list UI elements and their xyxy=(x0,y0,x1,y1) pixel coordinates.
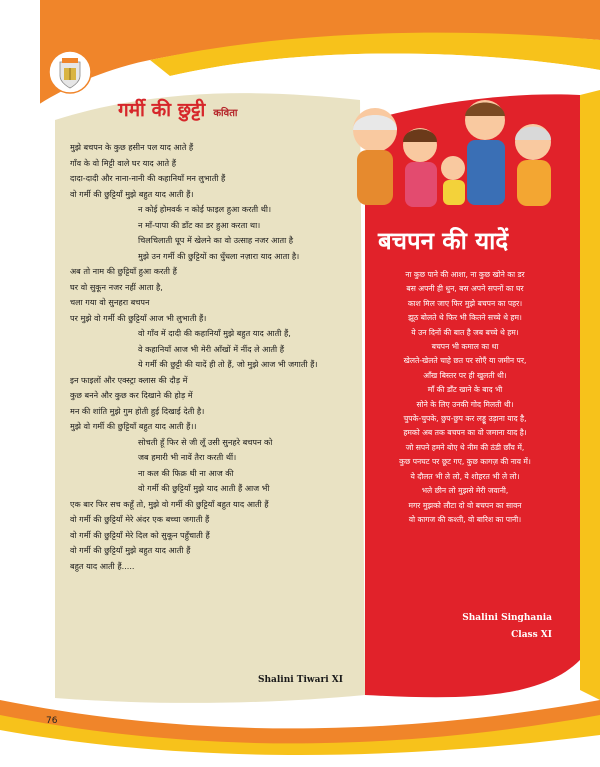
poem-line: ना कल की फिक्र थी ना आज की xyxy=(138,467,234,478)
poem-line: कुछ बनने और कुछ कर दिखाने की होड़ में xyxy=(70,390,193,400)
poem-line: सोने के लिए उनकी गोद मिलती थी। xyxy=(416,399,514,409)
poem-line: जब हमारी भी नावें तैरा करती थीं। xyxy=(138,452,237,462)
family-cartoon-icon xyxy=(345,90,560,210)
poem-line: काश मिल जाए फिर मुझे बचपन का पहर। xyxy=(407,298,523,308)
poem-line: बस अपनी ही धुन, बस अपने सपनों का घर xyxy=(406,284,524,294)
poem-line: वो गाँव में दादी की कहानियाँ मुझे बहुत याद आती हैं, xyxy=(138,328,291,338)
right-author-name: Shalini Singhania xyxy=(462,613,552,623)
poem-line: एक बार फिर सच कहूँ तो, मुझे वो गर्मी की छुट्टियाँ बहुत याद आती हैं xyxy=(70,498,269,509)
poem-line: न माँ-पापा की डाँट का डर हुआ करता था। xyxy=(138,219,261,230)
poem-line: जो सपने हमने बोए थे नीम की ठंडी छाँव में, xyxy=(405,442,525,452)
poem-line: मुझे उन गर्मी की छुट्टियों का धुँधला नज़ारा याद आता है। xyxy=(138,250,300,261)
poem-line: ये उन दिनों की बात है जब बच्चे थे हम। xyxy=(411,327,519,337)
school-crest-icon xyxy=(48,50,92,94)
poem-line: मन की शांति मुझे गुम होती हुई दिखाई देती है। xyxy=(70,405,205,416)
poem-line: भले छीन लो मुझसे मेरी जवानी, xyxy=(421,486,509,496)
right-author-class: Class XI xyxy=(511,630,552,640)
poem-line: अब तो नाम की छुट्टियाँ हुआ करती हैं xyxy=(70,266,177,276)
poem-line: कुछ पनघट पर छूट गए, कुछ कागज़ की नाव में। xyxy=(399,457,531,467)
poem-line: न कोई होमवर्क न कोई फाइल हुआ करती थी। xyxy=(138,204,272,214)
poem-line: वो गर्मी की छुट्टियाँ मुझे याद आती हैं आज भी xyxy=(138,483,270,493)
right-poem-title: बचपन की यादें xyxy=(378,226,509,255)
poem-line: घर वो सुकून नजर नहीं आता है, xyxy=(70,281,163,292)
poem-line: वो कागज की कश्ती, वो बारिश का पानी। xyxy=(408,514,522,524)
poem-line: हमको अब तक बचपन का वो जमाना याद है। xyxy=(403,428,527,438)
poem-line: वो गर्मी की छुट्टियाँ मेरे अंदर एक बच्चा जगाती हैं xyxy=(70,514,210,524)
poem-line: माँ की डाँट खाने के बाद भी xyxy=(427,385,503,395)
poem-line: बहुत याद आती हैं..... xyxy=(70,560,135,571)
poem-line: चला गया वो सुनहरा बचपन xyxy=(70,297,150,307)
left-poem-title xyxy=(118,96,237,122)
poem-line: सोचती हूँ फिर से जी लूँ उसी सुनहरे बचपन को xyxy=(138,436,273,447)
poem-line: मुझे बचपन के कुछ हसीन पल याद आते हैं xyxy=(70,142,194,152)
poem-line: वो गर्मी की छुट्टियाँ मेरे दिल को सुकून पहुँचाती हैं xyxy=(70,529,210,540)
left-poem-author: Shalini Tiwari XI xyxy=(258,675,343,685)
poem-line: मगर मुझको लौटा दो वो बचपन का सावन xyxy=(408,500,522,510)
poem-line: आँख बिस्तर पर ही खुलती थी। xyxy=(423,370,507,380)
right-poem-body xyxy=(360,268,570,527)
poem-line: गाँव के वो मिट्टी वाले घर याद आते हैं xyxy=(70,157,176,168)
poem-line: इन फाइलों और एक्स्ट्रा क्लास की दौड़ में xyxy=(70,374,188,385)
poem-line: चिलचिलाती धूप में खेलने का वो उत्साह नजर आता है xyxy=(138,235,294,245)
poem-line: पर मुझे वो गर्मी की छुट्टियाँ आज भी लुभाती हैं। xyxy=(70,312,207,323)
poem-line: ना कुछ पाने की आशा, ना कुछ खोने का डर xyxy=(405,270,525,279)
left-poem-body xyxy=(70,140,360,574)
poem-line: मुझे वो गर्मी की छुट्टियाँ बहुत याद आती हैं।। xyxy=(70,421,197,431)
poem-line: वो गर्मी की छुट्टियाँ मुझे बहुत याद आती हैं। xyxy=(70,188,194,199)
poem-line: दादा-दादी और नाना-नानी की कहानियाँ मन लुभाती हैं xyxy=(70,173,226,183)
poem-line: ये दौलत भी ले लो, ये शोहरत भी ले लो। xyxy=(410,471,520,481)
poem-line: झूठ बोलते थे फिर भी कितने सच्चे थे हम। xyxy=(408,313,522,323)
poem-line: खेलते-खेलते चाहे छत पर सोएँ या जमीन पर, xyxy=(403,356,527,366)
poem-line: चुपके-चुपके, छुप-छुप कर लड्डू उड़ाना याद है, xyxy=(403,414,527,424)
poem-line: वो गर्मी की छुट्टियाँ मुझे बहुत याद आती हैं xyxy=(70,545,191,555)
page-number: 76 xyxy=(46,716,58,726)
poem-line: वे कहानियाँ आज भी मेरी आँखों में नींद ले आती हैं xyxy=(138,343,285,354)
left-title-main: गर्मी की छुट्टी xyxy=(118,99,206,121)
left-title-sub: कविता xyxy=(213,108,238,119)
right-poem-author xyxy=(440,610,552,644)
poem-line: ये गर्मी की छुट्टी की यादें ही तो हैं, जो मुझे आज भी जगाती हैं। xyxy=(138,359,318,369)
poem-line: बचपन भी कमाल का था xyxy=(431,342,499,352)
